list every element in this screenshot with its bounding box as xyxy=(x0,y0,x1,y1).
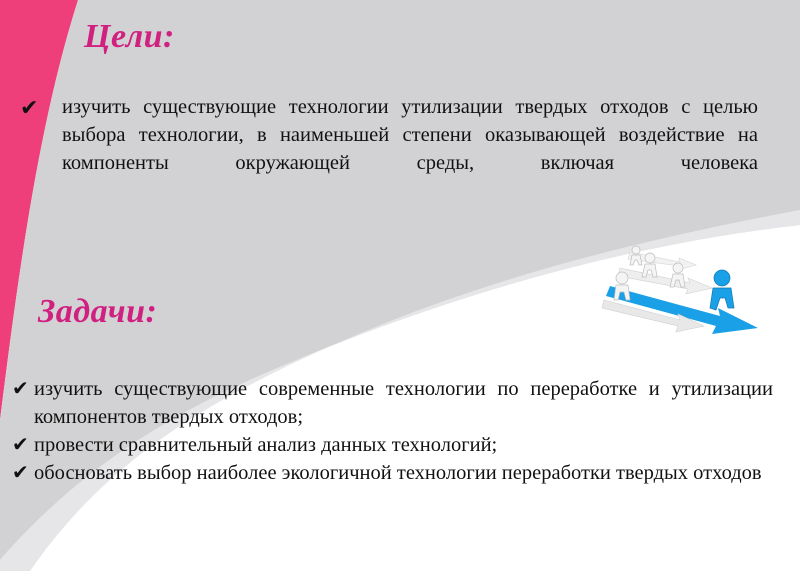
check-icon: ✔ xyxy=(20,95,39,120)
check-icon: ✔ xyxy=(12,462,29,484)
task-text: изучить существующие современные технологии по переработке и утилизации компонентов твердых отходов; xyxy=(34,378,773,428)
check-icon: ✔ xyxy=(12,434,29,456)
tasks-heading: Задачи: xyxy=(38,293,158,330)
list-item xyxy=(8,459,773,487)
check-icon: ✔ xyxy=(12,378,29,400)
task-text: провести сравнительный анализ данных технологий; xyxy=(34,434,498,456)
list-item xyxy=(8,431,773,459)
goals-heading: Цели: xyxy=(84,18,175,55)
figures-race-arrow-icon xyxy=(600,228,765,340)
tasks-list xyxy=(8,375,773,487)
task-text: обосновать выбор наиболее экологичной технологии переработки твердых отходов xyxy=(34,462,762,484)
goal-text: изучить существующие технологии утилизации твердых отходов с целью выбора технологии, в наименьшей степени оказывающей воздействие на компоненты окружающей среды, включая человека xyxy=(62,96,758,174)
list-item xyxy=(8,375,773,431)
